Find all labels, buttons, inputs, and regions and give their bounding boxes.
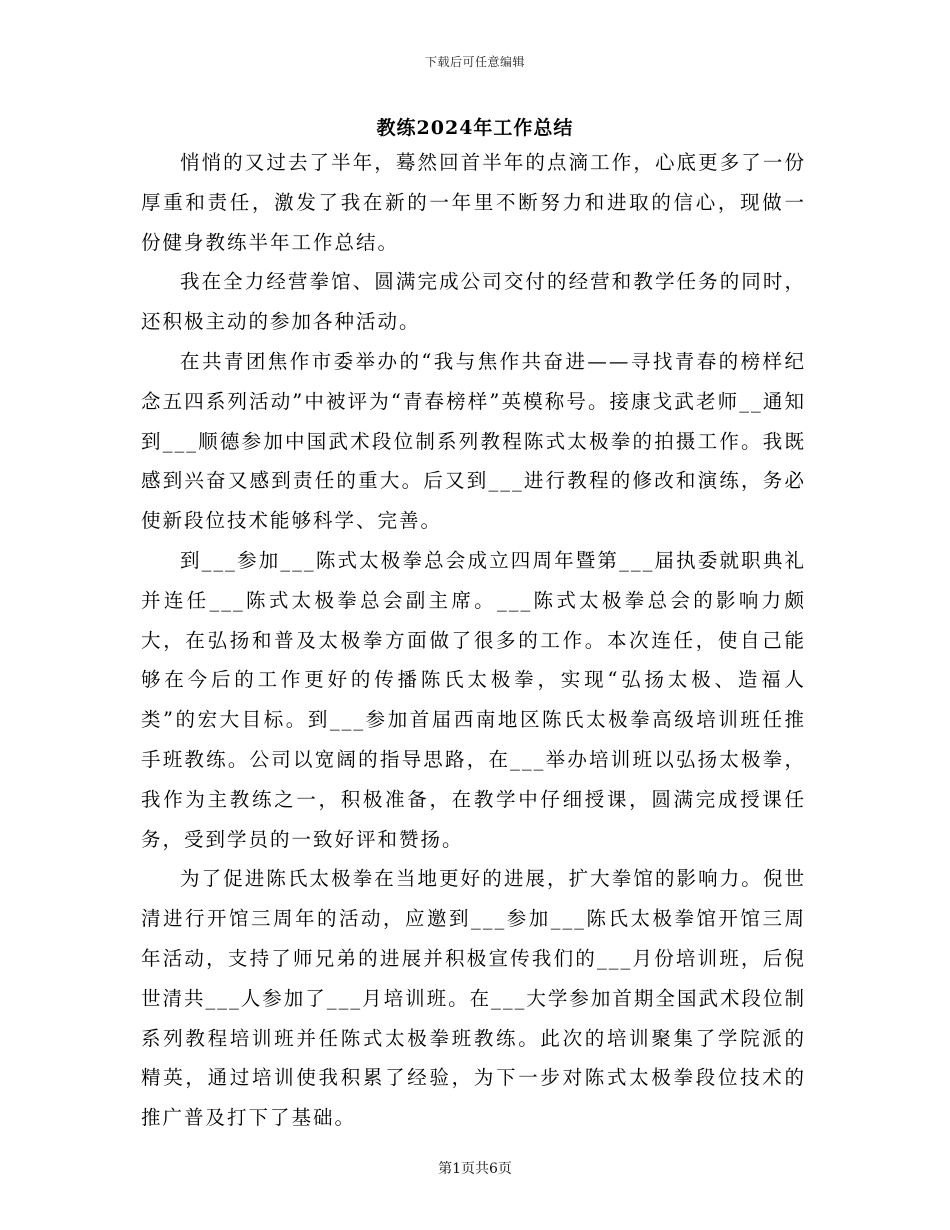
paragraph: 在共青团焦作市委举办的“我与焦作共奋进——寻找青春的榜样纪念五四系列活动”中被评为“青春榜样”英模称号。接康戈武老师__通知到___顺德参加中国武术段位制系列教程陈式太极拳的拍摄工作。我既感到兴奋又感到责任的重大。后又到___进行教程的修改和演练，务必使新段位技术能够科学、完善。 — [141, 349, 806, 533]
paragraph: 悄悄的又过去了半年，蓦然回首半年的点滴工作，心底更多了一份厚重和责任，激发了我在新的一年里不断努力和进取的信心，现做一份健身教练半年工作总结。 — [141, 151, 806, 254]
document-title: 教练2024年工作总结 — [376, 117, 574, 139]
page-number: 第1页共6页 — [438, 1161, 512, 1177]
paragraph: 我在全力经营拳馆、圆满完成公司交付的经营和教学任务的同时，还积极主动的参加各种活动。 — [141, 270, 806, 334]
document-body — [141, 143, 806, 1138]
paragraph: 为了促进陈氏太极拳在当地更好的进展，扩大拳馆的影响力。倪世清进行开馆三周年的活动，应邀到___参加___陈氏太极拳馆开馆三周年活动，支持了师兄弟的进展并积极宣传我们的___月份培训班，后倪世清共___人参加了___月培训班。在___大学参加首期全国武术段位制系列教程培训班并任陈式太极拳班教练。此次的培训聚集了学院派的精英，通过培训使我积累了经验，为下一步对陈式太极拳段位技术的推广普及打下了基础。 — [141, 867, 806, 1130]
header-note: 下载后可任意编辑 — [424, 55, 525, 69]
paragraph: 到___参加___陈式太极拳总会成立四周年暨第___届执委就职典礼并连任___陈式太极拳总会副主席。___陈式太极拳总会的影响力颇大，在弘扬和普及太极拳方面做了很多的工作。本次连任，使自己能够在今后的工作更好的传播陈氏太极拳，实现“弘扬太极、造福人类”的宏大目标。到___参加首届西南地区陈氏太极拳高级培训班任推手班教练。公司以宽阔的指导思路，在___举办培训班以弘扬太极拳，我作为主教练之一，积极准备，在教学中仔细授课，圆满完成授课任务，受到学员的一致好评和赞扬。 — [141, 548, 806, 851]
